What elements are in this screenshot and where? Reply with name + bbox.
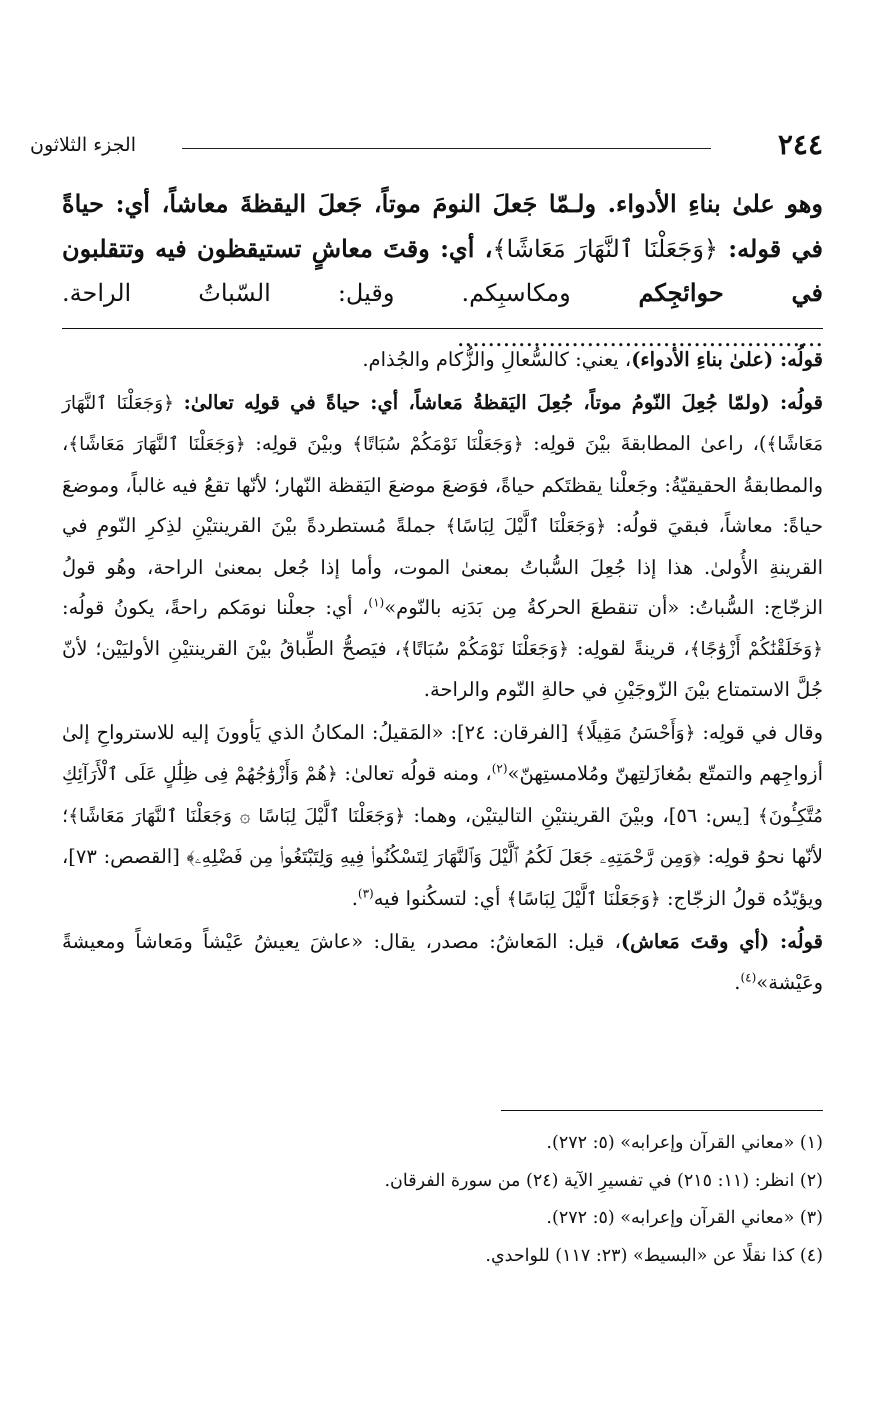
- quran-verse: ﴿وَجَعَلْنَا ٱلنَّهَارَ مَعَاشًا﴾: [492, 234, 718, 263]
- quran-verse: ﴿وَجَعَلْنَا ٱلنَّهَارَ مَعَاشًا﴾: [62, 392, 823, 455]
- quran-verse: ﴿وَجَعَلْنَا ٱلَّيْلَ لِبَاسًا﴾: [445, 516, 607, 537]
- commentary-text: ، ومنه قولُه تعالىٰ:: [337, 762, 492, 785]
- commentary-text: [يس: ٥٦]، وبيْنَ القرينتيْنِ التاليتيْن، وهما:: [405, 803, 758, 827]
- commentary-text: )، راعىٰ المطابقةَ بيْنَ قولِه:: [523, 432, 767, 455]
- commentary-text: ، يعني: كالسُّعالِ والزُّكام والجُذام.: [362, 348, 632, 371]
- footnote-item: (٤) كذا نقلًا عن «البسيط» (٢٣: ١١٧) للواحدي.: [485, 1245, 823, 1266]
- commentary-text: .: [734, 970, 741, 994]
- matn-text: ومكاسبِكم. وقيل: السّباتُ الراحة.: [62, 279, 571, 307]
- commentary-paragraph: [62, 922, 823, 1003]
- matn-text: ، أي: وقتَ معاشٍ تستيقظون فيه وتتقلبون في حوائجِكم: [62, 233, 823, 307]
- commentary-text: ، والمطابقةُ الحقيقيّةُ: وجَعلْنا يقظتَكم حياةً، فوَضعَ موضعَ اليَقظة النّهار؛ لأنّها تقعُ فيه غالباً، وموضعَ حياةً: معاشاً، فبقيَ قولُه:: [62, 432, 823, 537]
- commentary-text: .: [351, 886, 358, 910]
- footnote-item: (٣) «معاني القرآن وإعرابه» (٥: ٢٧٢).: [546, 1208, 823, 1228]
- lemma-quote: قولُه: (ولمّا جُعِلَ النّومُ موتاً، جُعِلَ اليَقظةُ مَعاشاً، أي: حياةً في قولِه تعالىٰ:: [183, 390, 823, 414]
- commentary-text: وقال في قولِه:: [695, 720, 824, 744]
- footnotes: [62, 1125, 823, 1275]
- quran-verse: ﴿هُمْ وَأَزْوَٰجُهُمْ فِى ظِلَٰلٍ عَلَى ٱلْأَرَآئِكِ مُتَّكِـُٔونَ﴾: [62, 764, 823, 827]
- commentary-text: ، قيل: المَعاشُ: مصدر، يقال: «عاشَ يعيشُ عَيْشاً ومَعاشاً ومعيشةً وعَيْشة»: [62, 930, 823, 994]
- commentary-text: ، أي: جعلْنا نومَكم راحةً، يكونُ قولُه:: [62, 596, 369, 619]
- commentary-text: [القصص: ٧٣]، ويؤيّدُه قولُ الزجّاج:: [62, 845, 823, 910]
- quran-verse: ﴿وَجَعَلْنَا نَوْمَكُمْ سُبَاتًا﴾: [400, 638, 570, 660]
- section-divider: [62, 328, 823, 329]
- commentary-paragraph: [62, 713, 823, 921]
- commentary-text: [الفرقان: ٢٤]: «المَقيلُ: المكانُ الذي يَأوونَ إليه للاسترواحِ إلىٰ أزواجِهم والتمتّع بمُغازَلتِهنّ ومُلامستِهنّ»: [62, 720, 823, 785]
- commentary-paragraph: [62, 383, 823, 711]
- commentary-text: وبيْنَ قولِه:: [245, 432, 353, 455]
- quran-verse: ﴿وَجَعَلْنَا ٱلنَّهَارَ مَعَاشًا﴾: [68, 434, 246, 455]
- header-rule: [182, 148, 711, 149]
- quran-verse: ﴿وَخَلَقْنَٰكُمْ أَزْوَٰجًا﴾: [689, 638, 823, 660]
- commentary-text: ؛ لأنّها نحوُ قولِه:: [62, 803, 823, 868]
- footnote-ref[interactable]: (٤): [740, 970, 757, 984]
- footnote-ref[interactable]: (٢): [491, 761, 508, 776]
- matn-text: وهو علىٰ بناءِ الأدواء. ولـمّا جَعلَ النومَ موتاً، جَعلَ اليقظةَ معاشاً، أي: حياةً في قوله:: [62, 189, 824, 263]
- dotted-leader: ................................................: [456, 323, 823, 352]
- lemma-quote: قولُه: (علىٰ بناءِ الأدواء): [631, 348, 823, 371]
- commentary-text: ، فيَصحُّ الطِّباقُ بيْنَ القرينتيْنِ الأوليَيْن؛ لأنّ جُلَّ الاستمتاع بيْنَ الزّوجَيْنِ في حالةِ النّوم والراحة.: [62, 636, 823, 701]
- commentary-text: أي: لتسكُنوا فيه: [373, 886, 507, 910]
- commentary-text: جملةً مُستطردةً بيْنَ القرينتيْنِ لذِكرِ النّومِ في القرينةِ الأُولىٰ. هذا إذا جُعِلَ السُّباتُ بمعنىٰ الموت، وأما إذا جُعل بمعنىٰ الراحة، وهُو قولُ الزجّاج: السُّباتُ: «أن تنقطعَ الحركةُ مِن بَدَنِه بالنّوم»: [62, 514, 824, 619]
- quran-verse: ﴿وَأَحْسَنُ مَقِيلًا﴾: [575, 722, 696, 744]
- quran-verse: ﴿وَجَعَلْنَا ٱلَّيْلَ لِبَاسًا ۞ وَجَعَلْنَا ٱلنَّهَارَ مَعَاشًا﴾: [68, 805, 406, 827]
- footnote-rule: [501, 1110, 823, 1111]
- commentary-text: ، قرينةً لقولِه:: [569, 636, 690, 660]
- quran-verse: ﴿وَجَعَلْنَا ٱلَّيْلَ لِبَاسًا﴾: [506, 888, 661, 910]
- page-number: ٢٤٤: [777, 128, 823, 161]
- part-title: الجزء الثلاثون: [30, 134, 136, 156]
- quran-verse: ﴿وَمِن رَّحْمَتِهِۦ جَعَلَ لَكُمُ ٱلَّيْلَ وَٱلنَّهَارَ لِتَسْكُنُوا۟ فِيهِ وَلِتَبْتَغُوا۟ مِن فَضْلِهِۦ﴾: [186, 847, 701, 868]
- lemma-quote: قولُه: (أي وقتَ مَعاش): [620, 930, 823, 953]
- commentary-paragraph: [62, 340, 823, 381]
- running-header: [30, 128, 823, 168]
- footnote-ref[interactable]: (١): [368, 595, 385, 610]
- quran-verse: ﴿وَجَعَلْنَا نَوْمَكُمْ سُبَاتًا﴾: [352, 434, 524, 455]
- footnote-ref[interactable]: (٣): [357, 886, 374, 900]
- footnote-item: (٢) انظر: (١١: ٢١٥) في تفسيرِ الآية (٢٤) من سورة الفرقان.: [384, 1170, 823, 1191]
- footnote-item: (١) «معاني القرآن وإعرابه» (٥: ٢٧٢).: [546, 1133, 823, 1153]
- commentary: [62, 340, 823, 1003]
- main-text: [62, 182, 823, 360]
